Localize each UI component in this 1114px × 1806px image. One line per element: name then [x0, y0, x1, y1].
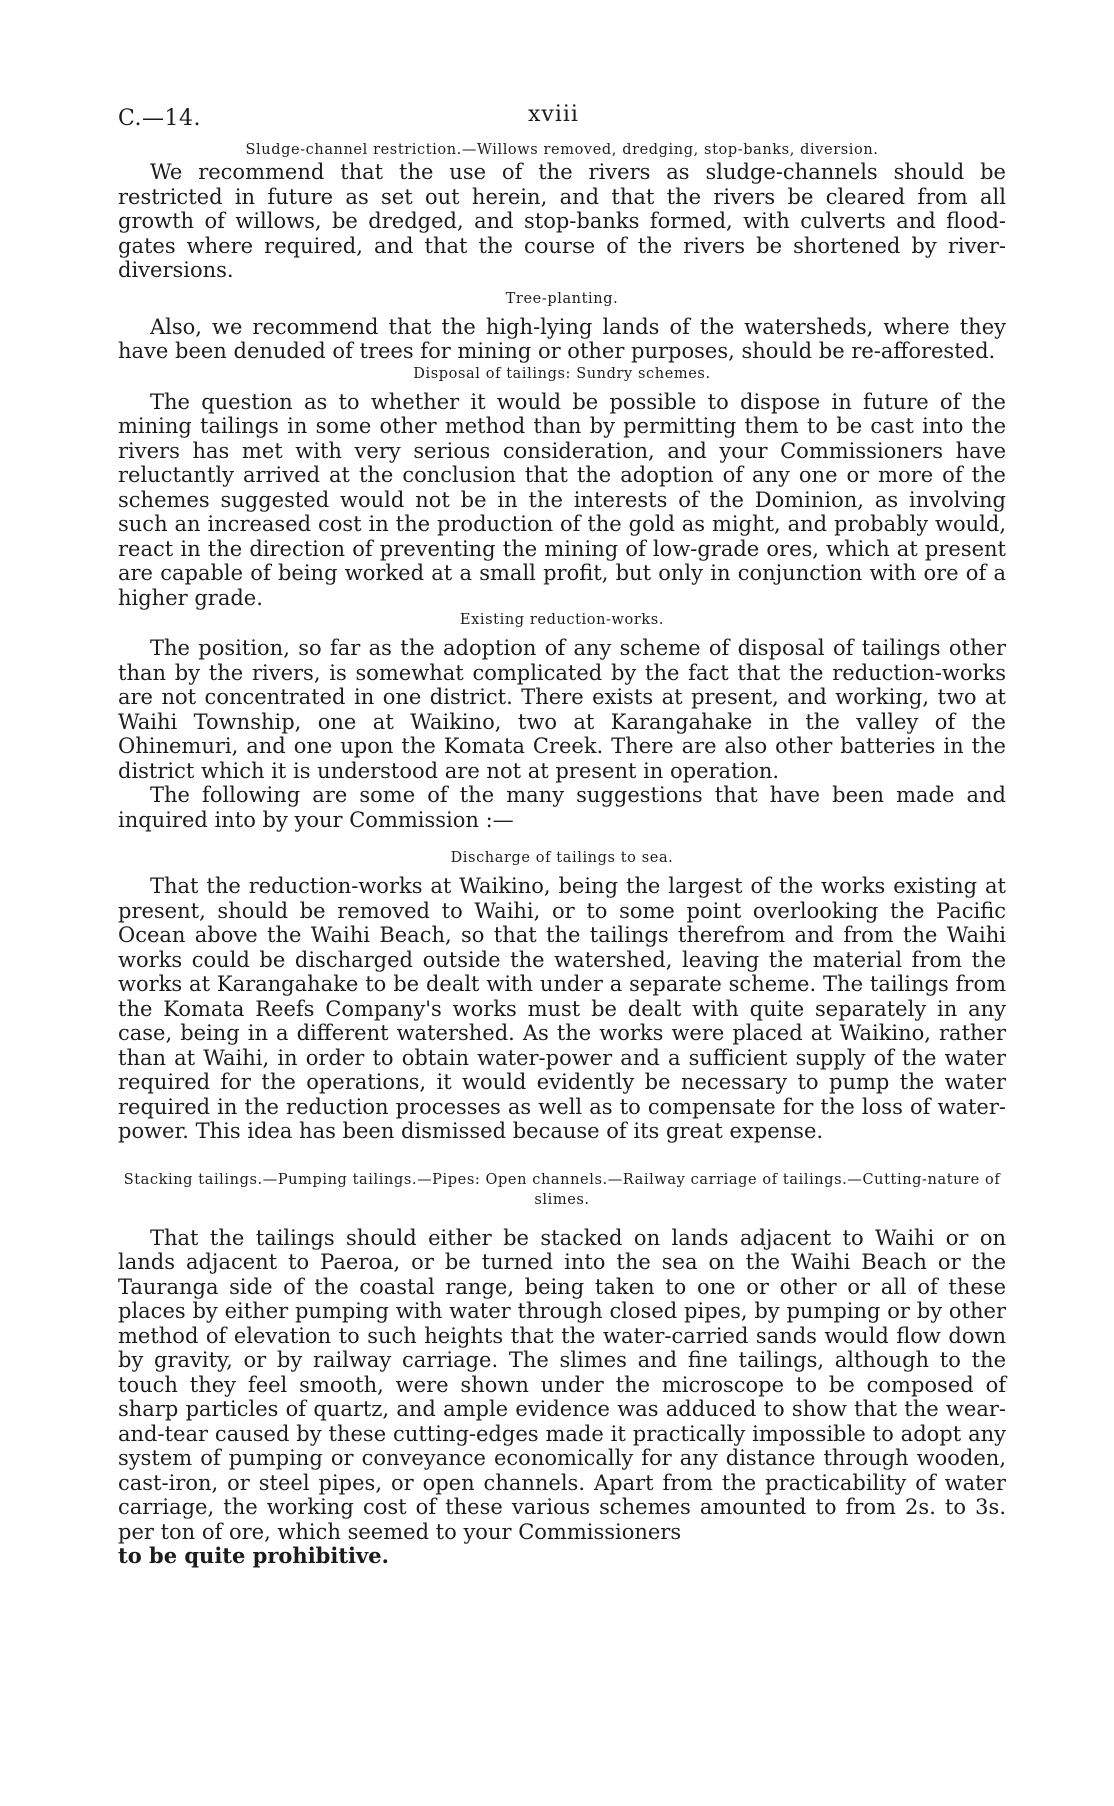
paragraph-disposal-of-tailings: The question as to whether it would be possible to dispose in future of the mining tailings in some other method than by permitting them to be cast into the rivers has met with very serious consideration, and your Commissioners have reluctantly arrived at the conclusion that the adoption of any one or more of the schemes suggested would not be in the interests of the Dominion, as involving such an increased cost in the production of the gold as might, and probably would, react in the direction of preventing the mining of low-grade ores, which at present are capable of being worked at a small profit, but only in conjunction with ore of a higher grade.	[118, 389, 1006, 610]
side-heading-stacking-tailings: Stacking tailings.—Pumping tailings.—Pipes: Open channels.—Railway carriage of tailings.—Cutting-nature of slimes.	[123, 1171, 1001, 1208]
page-reference: C.—14.	[118, 106, 202, 131]
paragraph-stacking-tailings: That the tailings should either be stacked on lands adjacent to Waihi or on lands adjacent to Paeroa, or be turned into the sea on the Waihi Beach or the Tauranga side of the coastal range, being taken to one or other or all of these places by either pumping with water through closed pipes, by pumping or by other method of elevation to such heights that the water-carried sands would flow down by gravity, or by railway carriage. The slimes and fine tailings, although to the touch they feel smooth, were shown under the microscope to be composed of sharp particles of quartz, and ample evidence was adduced to show that the wear-and-tear caused by these cutting-edges made it practically impossible to adopt any system of pumping or conveyance economically for any distance through wooden, cast-iron, or steel pipes, or open channels. Apart from the practicability of water carriage, the working cost of these various schemes amounted to from 2s. to 3s. per ton of ore, which seemed to your Commissioners	[118, 1225, 1006, 1544]
document-page	[118, 100, 1006, 1569]
side-heading-existing-reduction-works: Existing reduction-works.	[459, 612, 665, 628]
side-heading-discharge-to-sea: Discharge of tailings to sea.	[450, 850, 674, 866]
paragraph-tree-planting: Also, we recommend that the high-lying lands of the watersheds, where they have been denuded of trees for mining or other purposes, should be re-afforested.	[118, 314, 1006, 363]
paragraph-existing-reduction-works: The position, so far as the adoption of any scheme of disposal of tailings other than by the rivers, is somewhat complicated by the fact that the reduction-works are not concentrated in one district. There exists at present, and working, two at Waihi Township, one at Waikino, two at Karangahake in the valley of the Ohinemuri, and one upon the Komata Creek. There are also other batteries in the district which it is understood are not at present in operation.	[118, 636, 1006, 783]
closing-line: to be quite prohibitive.	[118, 1543, 389, 1568]
side-heading-tree-planting: Tree-planting.	[505, 290, 619, 307]
page-number: xviii	[528, 102, 579, 127]
side-heading-disposal-of-tailings: Disposal of tailings: Sundry schemes.	[413, 365, 711, 382]
paragraph-suggestions-intro: The following are some of the many suggestions that have been made and inquired into by your Commission :—	[118, 783, 1006, 832]
page-header	[118, 100, 1006, 140]
paragraph-sludge-channel: We recommend that the use of the rivers as sludge-channels should be restricted in future as set out herein, and that the rivers be cleared from all growth of willows, be dredged, and stop-banks formed, with culverts and flood-gates where required, and that the course of the rivers be shortened by river-diversions.	[118, 160, 1006, 282]
paragraph-discharge-to-sea: That the reduction-works at Waikino, being the largest of the works existing at present, should be removed to Waihi, or to some point overlooking the Pacific Ocean above the Waihi Beach, so that the tailings therefrom and from the Waihi works could be discharged outside the watershed, leaving the material from the works at Karangahake to be dealt with under a separate scheme. The tailings from the Komata Reefs Company's works must be dealt with quite separately in any case, being in a different watershed. As the works were placed at Waikino, rather than at Waihi, in order to obtain water-power and a sufficient supply of the water required for the operations, it would evidently be necessary to pump the water required in the reduction processes as well as to compensate for the loss of water-power. This idea has been dismissed because of its great expense.	[118, 874, 1006, 1143]
side-heading-sludge-channel: Sludge-channel restriction.—Willows removed, dredging, stop-banks, diversion.	[245, 142, 879, 158]
